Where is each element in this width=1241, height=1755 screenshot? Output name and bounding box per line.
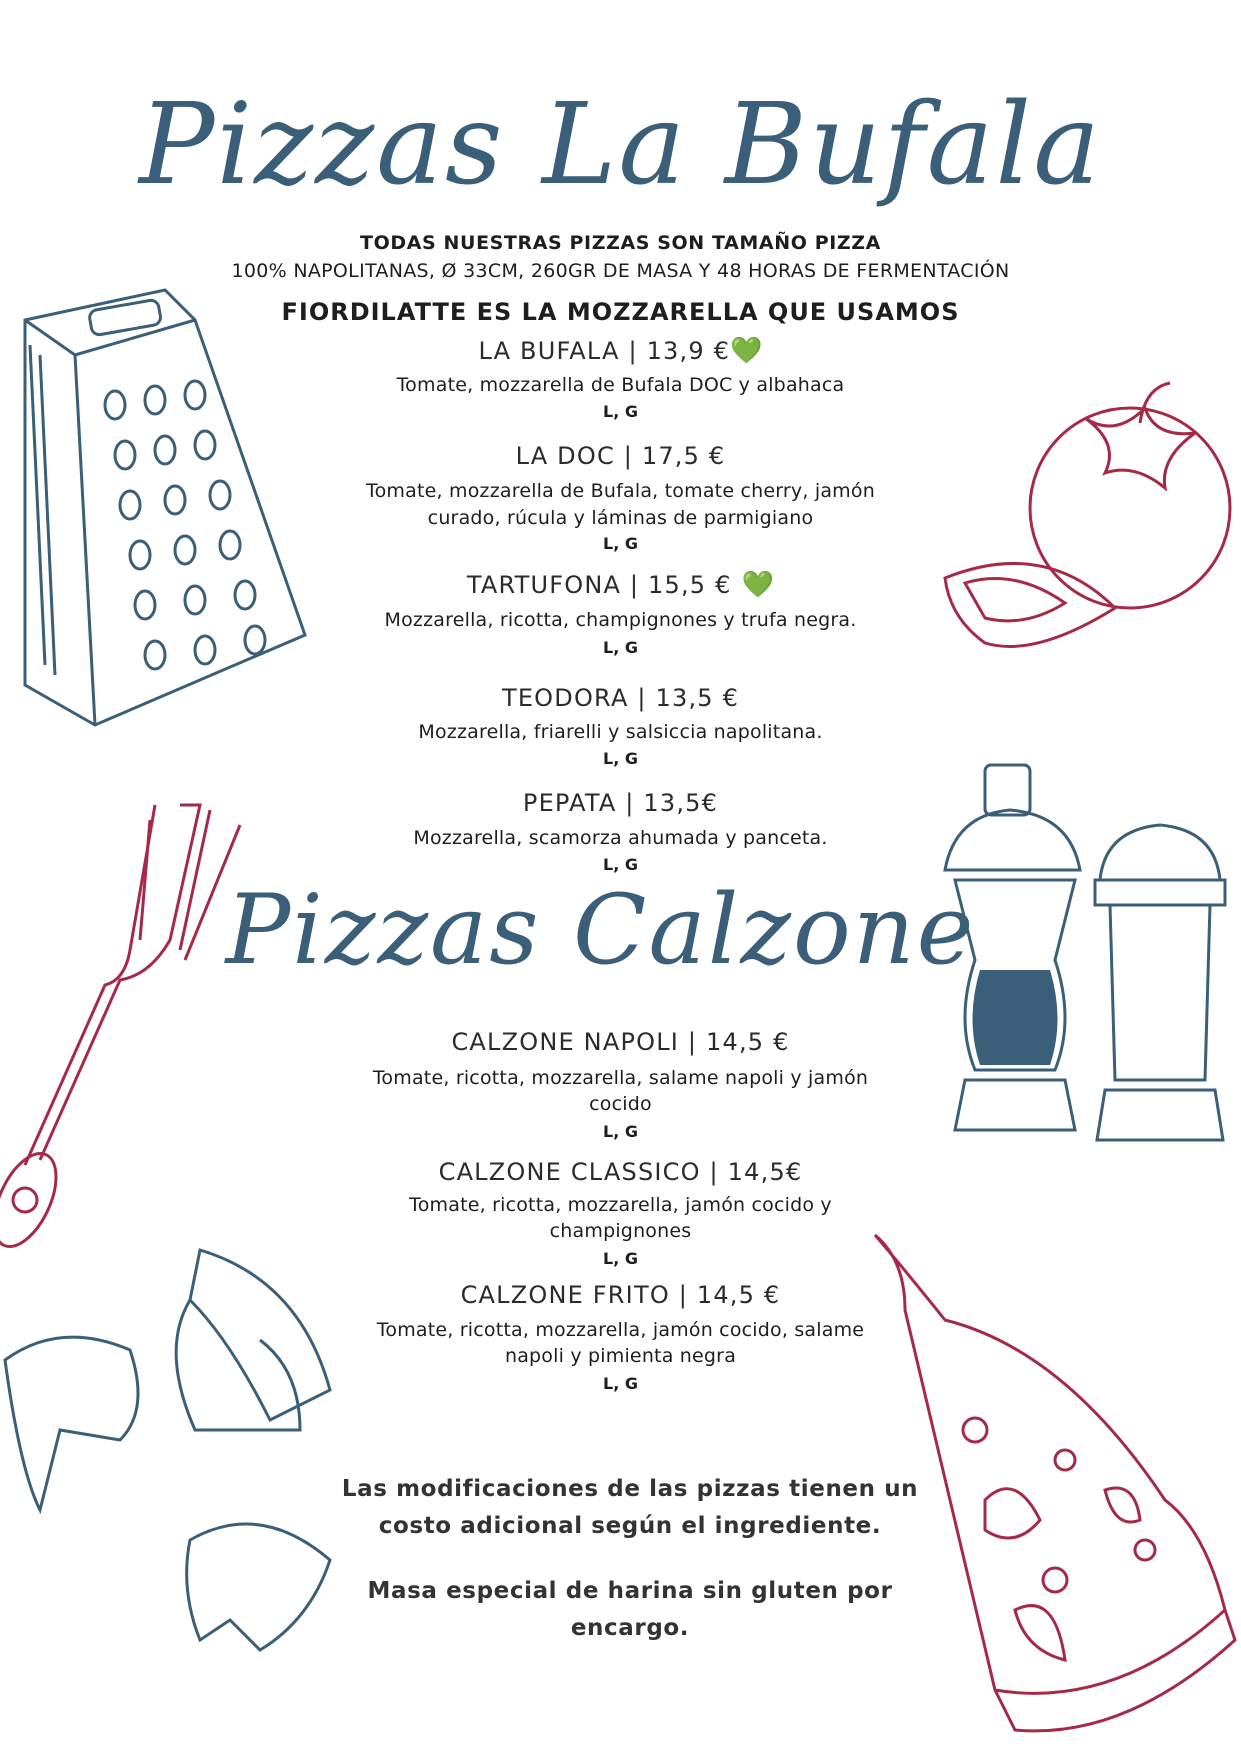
item-name: PEPATA | 13,5€: [522, 789, 719, 817]
menu-item: [0, 442, 1241, 470]
item-description: Mozzarella, friarelli y salsiccia napolitana.: [418, 721, 823, 743]
item-allergens: L, G: [603, 855, 638, 874]
item-name: CALZONE FRITO | 14,5 €: [460, 1281, 781, 1309]
item-allergens: L, G: [603, 638, 638, 657]
menu-item: [0, 336, 1241, 366]
item-allergens: L, G: [603, 534, 638, 553]
modifications-line2: costo adicional según el ingrediente.: [378, 1513, 882, 1539]
heart-icon: 💚: [741, 570, 775, 600]
mozzarella-note: FIORDILATTE ES LA MOZZARELLA QUE USAMOS: [281, 298, 960, 326]
item-description-line2: cocido: [589, 1093, 652, 1115]
item-description-line2: champignones: [549, 1220, 692, 1242]
gluten-note: [330, 1573, 930, 1647]
item-description-line1: Tomate, ricotta, mozzarella, salame napoli y jamón: [372, 1067, 869, 1089]
item-description-line2: napoli y pimienta negra: [504, 1345, 737, 1367]
page-title: Pizzas La Bufala: [138, 80, 1103, 210]
item-allergens: L, G: [603, 749, 638, 768]
item-description: Mozzarella, ricotta, champignones y trufa negra.: [384, 609, 857, 631]
item-allergens: L, G: [603, 1122, 638, 1141]
item-name: TARTUFONA | 15,5 €: [466, 571, 732, 599]
item-name: CALZONE CLASSICO | 14,5€: [438, 1158, 803, 1186]
subtitle-size: TODAS NUESTRAS PIZZAS SON TAMAÑO PIZZA: [360, 232, 881, 254]
item-name: TEODORA | 13,5 €: [501, 684, 740, 712]
item-name: LA BUFALA | 13,9 €: [478, 337, 731, 365]
item-description-line1: Tomate, ricotta, mozzarella, jamón cocido, salame: [376, 1319, 865, 1341]
item-description: Mozzarella, scamorza ahumada y panceta.: [413, 827, 828, 849]
item-description: Tomate, mozzarella de Bufala DOC y albahaca: [396, 374, 845, 396]
gluten-line1: Masa especial de harina sin gluten por: [367, 1578, 893, 1604]
item-allergens: L, G: [603, 1249, 638, 1268]
modifications-line1: Las modificaciones de las pizzas tienen un: [341, 1476, 919, 1502]
menu-item: [0, 1028, 1241, 1056]
item-description: Tomate, mozzarella de Bufala, tomate cherry, jamón curado, rúcula y láminas de parmigiano: [366, 480, 875, 529]
menu-item: [0, 570, 1241, 600]
item-description-line1: Tomate, ricotta, mozzarella, jamón cocido y: [409, 1194, 832, 1216]
calzone-title: Pizzas Calzone: [225, 874, 976, 986]
menu-item: [0, 1158, 1241, 1186]
item-name: CALZONE NAPOLI | 14,5 €: [451, 1028, 790, 1056]
gluten-line2: encargo.: [570, 1615, 690, 1641]
subtitle-specs: 100% NAPOLITANAS, Ø 33CM, 260GR DE MASA Y 48 HORAS DE FERMENTACIÓN: [231, 260, 1010, 282]
menu-item: [0, 789, 1241, 817]
modifications-note: [330, 1471, 930, 1545]
heart-icon: 💚: [730, 336, 763, 366]
menu-item: [0, 684, 1241, 712]
item-allergens: L, G: [603, 1374, 638, 1393]
item-allergens: L, G: [603, 402, 638, 421]
item-name: LA DOC | 17,5 €: [515, 442, 726, 470]
menu-item: [0, 1281, 1241, 1309]
